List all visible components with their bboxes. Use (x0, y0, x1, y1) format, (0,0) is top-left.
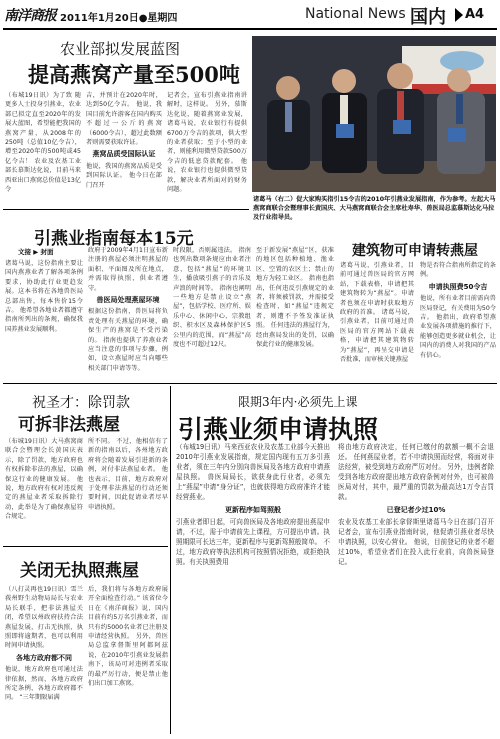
story5-kicker: 限期3年内·必须先上课 (238, 395, 358, 409)
story1-column-1: （布城19日讯）为了致 随更多人士投身引燕业，农业部已拟定直至2020年的发展大蓝图，希望能把我国的燕窝产量，从2008年的250吨（总值10亿令吉），增至2020年的500吨或45亿令吉！ 农业及农基工业部长慕斯达化说，目前马来西亚出口燕窝总价值是13亿令 (5, 92, 81, 194)
story4-headline: 可拆非法燕屋 (18, 415, 120, 435)
story3-headline: 建筑物可申请转燕屋 (352, 243, 478, 259)
press-conference-photo-image (252, 36, 496, 192)
story2-column-1: 诸葛马说，这份指南主要让国内燕燕业者了解各项条例要求，协助此行业更趋发展。这本书将在各地兽医局总部出售，每本售价15令吉。 他希望各地业者都遵守指南所列出的条规，确保我国养燕业发展顺利。 (5, 260, 83, 333)
story3-column-2: 物是否符合指南所指定的条例。 申请执照费50令吉 他说，所有业者目前需向兽医局登记，有关费用为50令吉。 他指出，政府希望燕业发展各项措施的推行下，能够创造更多就业机会，让国内的消费人对我国的产品有信心。 (420, 262, 496, 359)
story1-headline: 提高燕窝产量至500吨 (28, 62, 240, 87)
story6-column-1: （八打灵再也19日讯）雪兰莪州野生动物局局长与农业局长联手，把非法燕屋关闭，希望以州政府扶持合法燕屋发展，打击无执照，执照即将逾期者，也可以利用时间申请执照。 各地方政府都不同 他说，地方政府也可通过法律依据，然而，各地方政府所定条例，各地方政府都不同。 “三年期限届满 (5, 586, 83, 702)
story4-column-2: 所不同。 不过，他相信有了新的指南以后，各州地方政府将会随着发展引进新的条例，对付非法燕屋业者。 他也表示，目前，地方政府对于处理非法燕屋的行动还须要时间，因此促请业者尽早申请执照。 (88, 438, 168, 511)
story2-subheading: 兽医局处理燕屋环境 (96, 296, 160, 305)
issue-date: 2011年1月20日●星期四 (60, 13, 178, 24)
story5-headline: 引燕业须申请执照 (178, 415, 379, 444)
story6-top-rule (3, 546, 168, 547)
story3-subheading: 申请执照费50令吉 (428, 282, 488, 291)
middle-rule (3, 383, 497, 384)
story5-divider (170, 386, 171, 734)
page-arrow-icon (455, 8, 463, 22)
story2-byline: 文接 ▶ 封面 (18, 248, 54, 256)
masthead-rule (3, 28, 497, 30)
story6-headline: 关闭无执照燕屋 (20, 561, 139, 581)
photo-caption: 诸葛马（右二）促大家购买指引15令吉的2010年引燕业发展指南，作为参考。左起大马燕窝商联合会暨理事长黄国庆、大马燕窝商联合会主席杜寿华、兽医局总监慕斯达化马拉及行业指导员。 (253, 196, 496, 221)
story6-subheading: 各地方政府都不同 (16, 653, 72, 662)
story1-column-3: 记者会，宣布引燕业指南讲解时，这样说。 另外，慕斯达化说，随着燕窝业发展，诸葛马说，农业银行有提供6700万令吉的款项，供大型的业者获取；至于小型的业者，则能利用微型贷款500万令吉的低息贷款配套。 他说，农业银行也提供微型贷款，解决业者所面对的财务问题。 (167, 92, 247, 194)
story3-column-1: 诸葛马说，引燕业者，目前可通过兽医局的官方网站，下载表格，申请把其建筑物转为“燕屋”。申请者也须在申请时获取地方政府的首准。 诸葛马说，引燕业者，目前可通过兽医局的官方网站下载表格，申请把其建筑物转为“燕屋”，再呈交申请是否批准，而审核关键燕屋 (340, 262, 414, 364)
story4-kicker: 祝圣才：除罚款 (32, 395, 130, 411)
story2-column-2: 政府于2009年4月1日宣布新注册的燕屋必须注明燕屋的面积、平面图及所在地点，并需取得执照，供业者遵守。 兽医局处理燕屋环境 根据这份指南，兽医局将负责处理有关燕屋的环境，确保生产的燕窝是不受污染的。 指南也提供了养燕业者应当注意的事项与步骤，例如，设立燕屋时应当向哪些相关部门申请等等。 (88, 247, 168, 372)
section-name-chinese: 国内 (410, 7, 446, 28)
story2-headline: 引燕业指南每本15元 (34, 229, 194, 249)
story5-column-2: 将由地方政府决定，任何已缴付的款额一概不会退还。 任何燕屋业者，若不申请执照而经营，将面对非法经营，被受到地方政府严厉对付。 另外，违例者除受到各地方政府提出地方政府条例对付外，也可被兽医局对付，其中，最严重的罚款为最高达1万令吉罚款。 已登记者少过10% 农业及农基工业部长拿督斯里诸葛马今日在部门召开记者会，宣布引燕业指南时说，他促请引燕业者尽快申请执照，以安心营业。 他说，目前登记的业者不超过10%，希望业者们在投入此行业前，向兽医局登记。 (338, 443, 494, 566)
story1-kicker: 农业部拟发展蓝图 (60, 40, 181, 58)
story6-column-2: 后，我们将与各地方政府展开全面检查行动。” 该省位今日在《南洋商报》说，国内目前有约5万名引燕业者，而只有约5000名业者已注册及申请经营执照。 另外，兽医局总监拿督斯里阿都阿兹说，在2010年引燕业发展指南下，该局可对违例者采取的最严厉行动，便是禁止他们出口加工燕窝。 (88, 586, 168, 688)
story1-subheading: 燕窝品质受国际认证 (92, 150, 156, 159)
page-number: A4 (465, 7, 485, 22)
story2-top-rule (3, 209, 249, 210)
story2-column-3: 时段限，否则属违法。 指南也列出数项条规应由业者注意，包括“燕屋”的环境卫生，播放吸引燕子的音乐及声浪的时间等。 指南也阐明一些地方是禁止设立“燕屋”，包括学校、医疗所、娱乐中心、休闲中心、宗教组织、积水区及森林保护区5公里内的范围，而“燕屋”高度也不可超过12尺。 (173, 247, 251, 349)
story5-column-1: （布城19日讯）马来西亚农业及农基工业部今天推出2010年引燕业发展指南，规定国内现有五万多引燕业者，须在三年内分别向兽医局及各地方政府申请燕屋执照。 兽医局局长，欲获身此行业者，必须先上“燕屋”申请“身分证”，也就获得地方政府准许才能经营燕业。 更新程序如驾照般 引燕业者即日起，可向兽医局及各地政府提出燕屋申请，不过，需于申请前先上课程，方可提出申请。执照期限可长达三年，更新程序与更新驾照般简单。 不过，地方政府等执法机构可按照情况拒绝，或拒绝执照。有关执照费用 (176, 443, 330, 566)
paper-name: 南洋商报 (4, 8, 56, 24)
story5-subheading-2: 已登记者少过10% (386, 506, 446, 514)
story1-column-2: 吉，并预计在2020年时，达到50亿令吉。 他说，我国目前允许游客在国内购买不超过一公斤的燕窝（6000令吉），超过此数额者则需要获取许证。 燕窝品质受国际认证 他说，我国的燕窝品质是受到国际认证。 他今日在部门召开 (86, 92, 162, 189)
story2-column-4: 至于新发展“燕屋”区，获准的地区包括种植地、渔业区、空置的农区土；禁止的地方为轻工业区。 指南也指出，任何违反引燕规定的业者，将须被罚款，并需接受检查时，如“燕屋”违规定者，则遭不予签发准证执照。 任何违法的燕屋行为，经由燕局发出的处罚，以确保此行业的健康发展。 (256, 247, 334, 349)
story5-subheading-1: 更新程序如驾照般 (225, 506, 281, 514)
section-name-english: National News (305, 6, 406, 22)
story4-column-1: （布城19日讯）大马燕窝商联合会暨理会长黄国庆表示，除了罚款，地方政府也有权拆除非法的燕屋，以确保这行业的健康发展。 他说，地方政府有权对违反规定的燕屋业者采取拆除行动，此举是为了确保燕屋符合规定。 (5, 438, 83, 521)
press-conference-photo (252, 36, 496, 192)
